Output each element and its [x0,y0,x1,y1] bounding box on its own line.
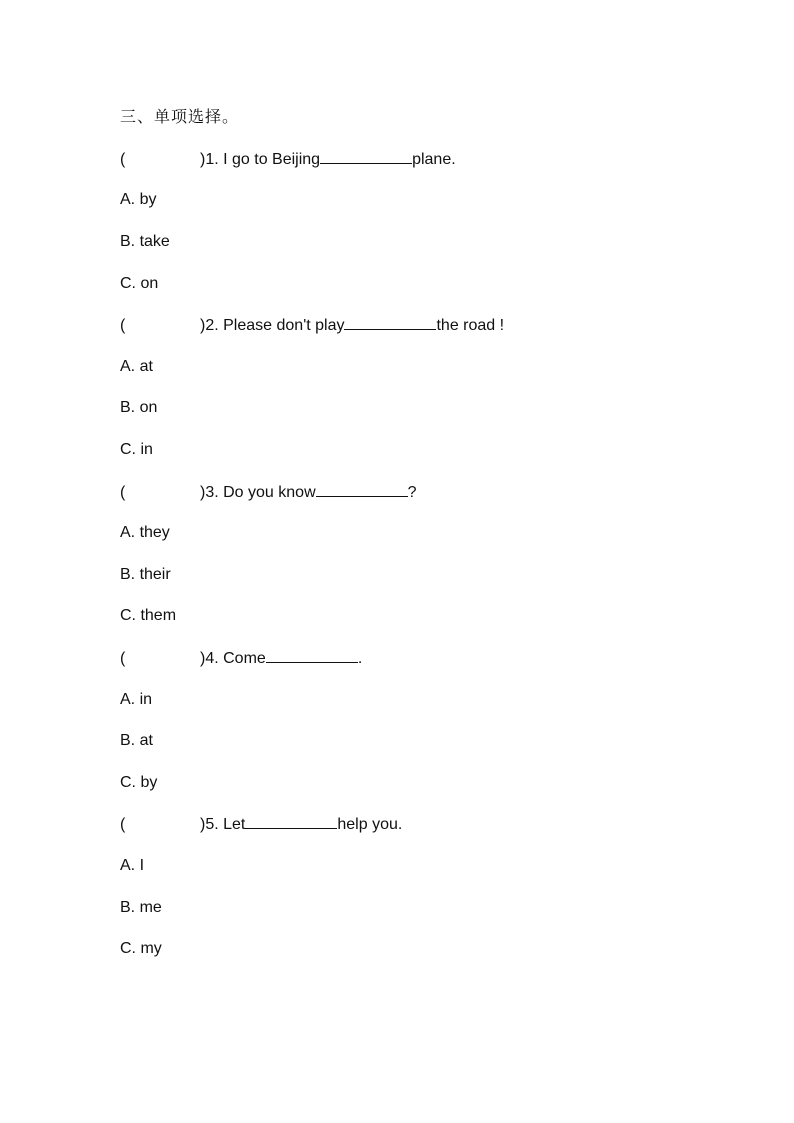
question-2 [120,314,504,336]
question-number: )2. [200,317,219,334]
option: B. take [120,233,170,250]
option: C. on [120,275,159,292]
option: A. in [120,691,153,708]
question-3 [120,481,417,503]
option: A. they [120,524,170,541]
answer-paren-open: ( [120,650,126,667]
option: A. by [120,191,157,208]
question-4 [120,647,362,669]
answer-blank [266,647,358,663]
question-stem-before: Come [223,650,266,667]
question-stem-after: . [357,650,363,667]
question-number: )4. [200,650,219,667]
answer-blank [245,813,337,829]
question-1 [120,148,456,170]
option: A. I [120,857,145,874]
question-stem-after: help you. [337,816,403,833]
question-number: )5. [200,816,219,833]
question-stem-after: plane. [412,151,456,168]
option: B. their [120,566,171,583]
question-stem-before: Let [223,816,246,833]
question-stem-before: Do you know [223,484,316,501]
option: C. in [120,441,153,458]
question-number: )1. [200,151,219,168]
answer-blank [316,481,408,497]
question-number: )3. [200,484,219,501]
answer-blank [344,314,436,330]
answer-blank [320,148,412,164]
question-stem-after: the road ! [436,317,505,334]
option: C. by [120,774,158,791]
question-stem-before: Please don't play [223,317,345,334]
section-title: 三、单项选择。 [120,107,240,126]
option: C. them [120,607,177,624]
question-5 [120,813,402,835]
option: C. my [120,940,162,957]
option: B. on [120,399,158,416]
question-stem-before: I go to Beijing [223,151,321,168]
question-stem-after: ? [407,484,417,501]
answer-paren-open: ( [120,484,126,501]
answer-paren-open: ( [120,317,126,334]
answer-paren-open: ( [120,816,126,833]
option: B. me [120,899,162,916]
option: A. at [120,358,153,375]
answer-paren-open: ( [120,151,126,168]
option: B. at [120,732,153,749]
